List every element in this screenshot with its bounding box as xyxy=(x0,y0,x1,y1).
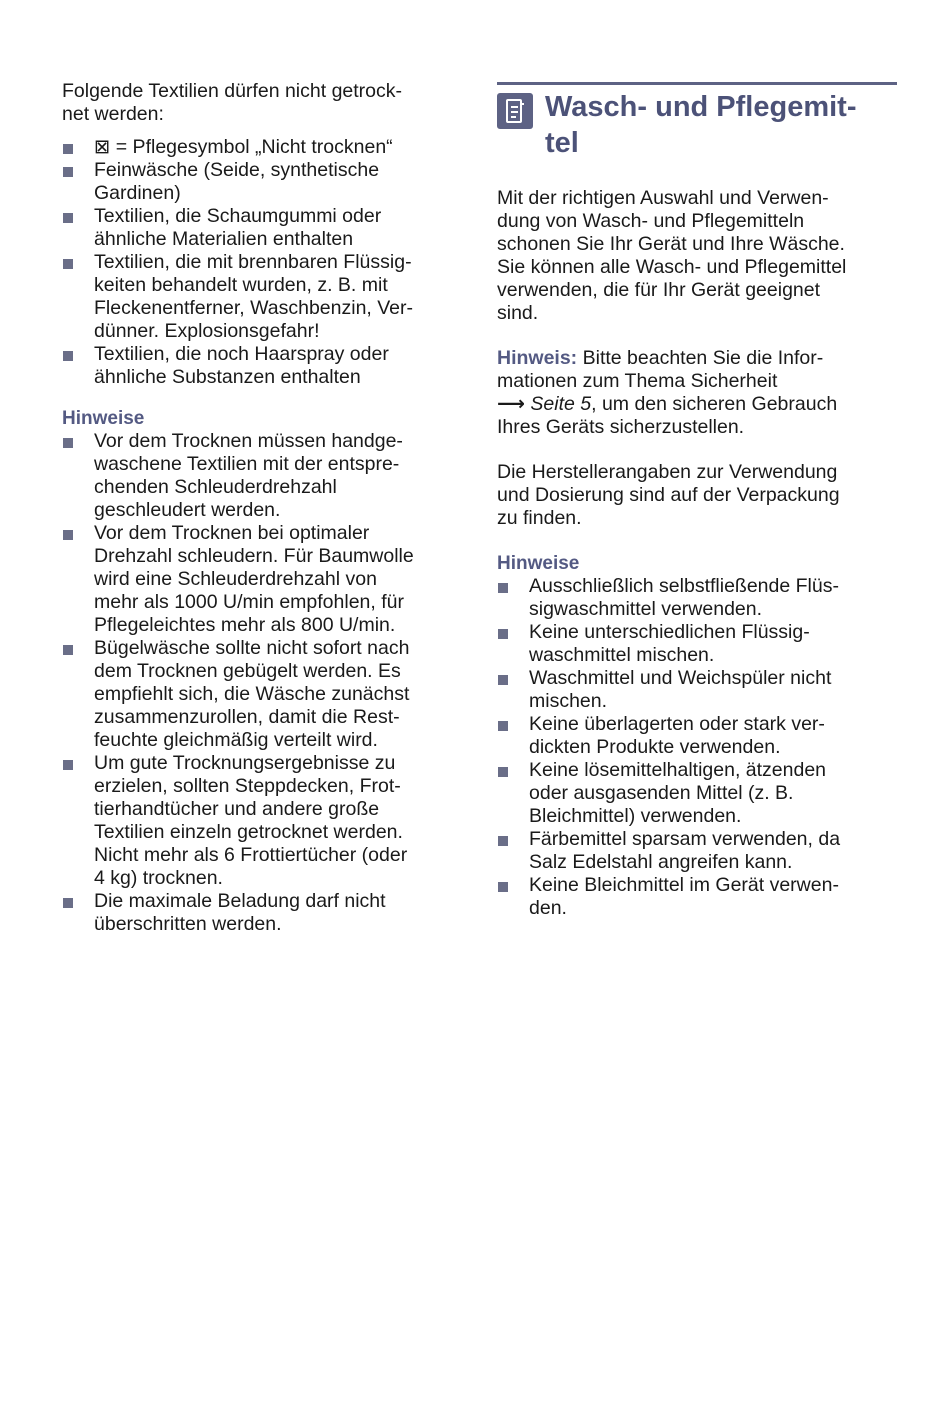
note-label: Hinweis: xyxy=(497,347,578,369)
bullet-icon xyxy=(63,351,73,361)
bullet-icon xyxy=(498,836,508,846)
bullet-icon xyxy=(63,144,73,154)
right-column xyxy=(497,82,897,920)
list-item: Bügelwäsche sollte nicht sofort nach dem Trocknen gebügelt werden. Es empfiehlt sich, die Wäsche zunächst zusammenzurollen, damit die Rest- feuchte gleichmäßig verteilt wird. xyxy=(62,637,462,752)
left-column xyxy=(62,80,462,936)
list-item: Keine Bleichmittel im Gerät verwen- den. xyxy=(497,874,897,920)
list-item: Färbemittel sparsam verwenden, da Salz Edelstahl angreifen kann. xyxy=(497,828,897,874)
page-link[interactable]: Seite 5 xyxy=(524,393,592,415)
list-item: Vor dem Trocknen bei optimaler Drehzahl schleudern. Für Baumwolle wird eine Schleuderdrehzahl von mehr als 1000 U/min empfohlen, für Pflegeleichtes mehr als 800 U/min. xyxy=(62,522,462,637)
intro-text: Folgende Textilien dürfen nicht getrock- net werden: xyxy=(62,80,403,125)
list-item: Ausschließlich selbstfließende Flüs- sigwaschmittel verwenden. xyxy=(497,575,897,621)
arrow-icon: ⟶ xyxy=(497,393,525,415)
list-item: Feinwäsche (Seide, synthetische Gardinen) xyxy=(62,159,462,205)
section-heading xyxy=(497,82,897,167)
bullet-icon xyxy=(498,583,508,593)
bullet-icon xyxy=(63,259,73,269)
intro-paragraph: Mit der richtigen Auswahl und Verwen- dung von Wasch- und Pflegemitteln schonen Sie Ihr Gerät und Ihre Wäsche. Sie können alle Wasch- und Pflegemittel verwenden, die für Ihr Gerät geeignet sind. xyxy=(497,187,847,324)
bullet-icon xyxy=(63,530,73,540)
list-item: Waschmittel und Weichspüler nicht mischen. xyxy=(497,667,897,713)
bullet-icon xyxy=(63,760,73,770)
list-item: ⊠ = Pflegesymbol „Nicht trocknen“ xyxy=(62,136,462,159)
list-item: Vor dem Trocknen müssen handge- waschene Textilien mit der entspre- chenden Schleuderdrehzahl geschleudert werden. xyxy=(62,430,462,522)
detergent-icon xyxy=(497,93,533,129)
drying-hints-list xyxy=(62,430,462,936)
list-item: Um gute Trocknungsergebnisse zu erzielen, sollten Steppdecken, Frot- tierhandtücher und andere große Textilien einzeln getrocknet werden. Nicht mehr als 6 Frottiertücher (oder 4 kg) trocknen. xyxy=(62,752,462,890)
hints-heading: Hinweise xyxy=(62,408,145,429)
bullet-icon xyxy=(63,645,73,655)
manufacturer-paragraph: Die Herstellerangaben zur Verwendung und Dosierung sind auf der Verpackung zu finden. xyxy=(497,461,840,529)
bullet-icon xyxy=(498,882,508,892)
not-dry-list xyxy=(62,136,462,389)
section-title: Wasch- und Pflegemit- tel xyxy=(545,91,857,159)
safety-note: Hinweis: Bitte beachten Sie die Infor- mationen zum Thema Sicherheit ⟶ Seite 5, um den sicheren Gebrauch Ihres Geräts sicherzustellen. xyxy=(497,347,838,438)
list-item: Keine lösemittelhaltigen, ätzenden oder ausgasenden Mittel (z. B. Bleichmittel) verwenden. xyxy=(497,759,897,828)
bullet-icon xyxy=(498,629,508,639)
bullet-icon xyxy=(63,438,73,448)
bullet-icon xyxy=(63,213,73,223)
bullet-icon xyxy=(63,898,73,908)
list-item: Textilien, die noch Haarspray oder ähnliche Substanzen enthalten xyxy=(62,343,462,389)
list-item: Textilien, die mit brennbaren Flüssig- keiten behandelt wurden, z. B. mit Fleckenentferner, Waschbenzin, Ver- dünner. Explosionsgefahr! xyxy=(62,251,462,343)
list-item: Die maximale Beladung darf nicht überschritten werden. xyxy=(62,890,462,936)
bullet-icon xyxy=(498,767,508,777)
list-item: Keine überlagerten oder stark ver- dickten Produkte verwenden. xyxy=(497,713,897,759)
list-item: Textilien, die Schaumgummi oder ähnliche Materialien enthalten xyxy=(62,205,462,251)
bullet-icon xyxy=(63,167,73,177)
hints-heading: Hinweise xyxy=(497,553,580,574)
bullet-icon xyxy=(498,675,508,685)
detergent-hints-list xyxy=(497,575,897,920)
list-item: Keine unterschiedlichen Flüssig- waschmittel mischen. xyxy=(497,621,897,667)
bullet-icon xyxy=(498,721,508,731)
